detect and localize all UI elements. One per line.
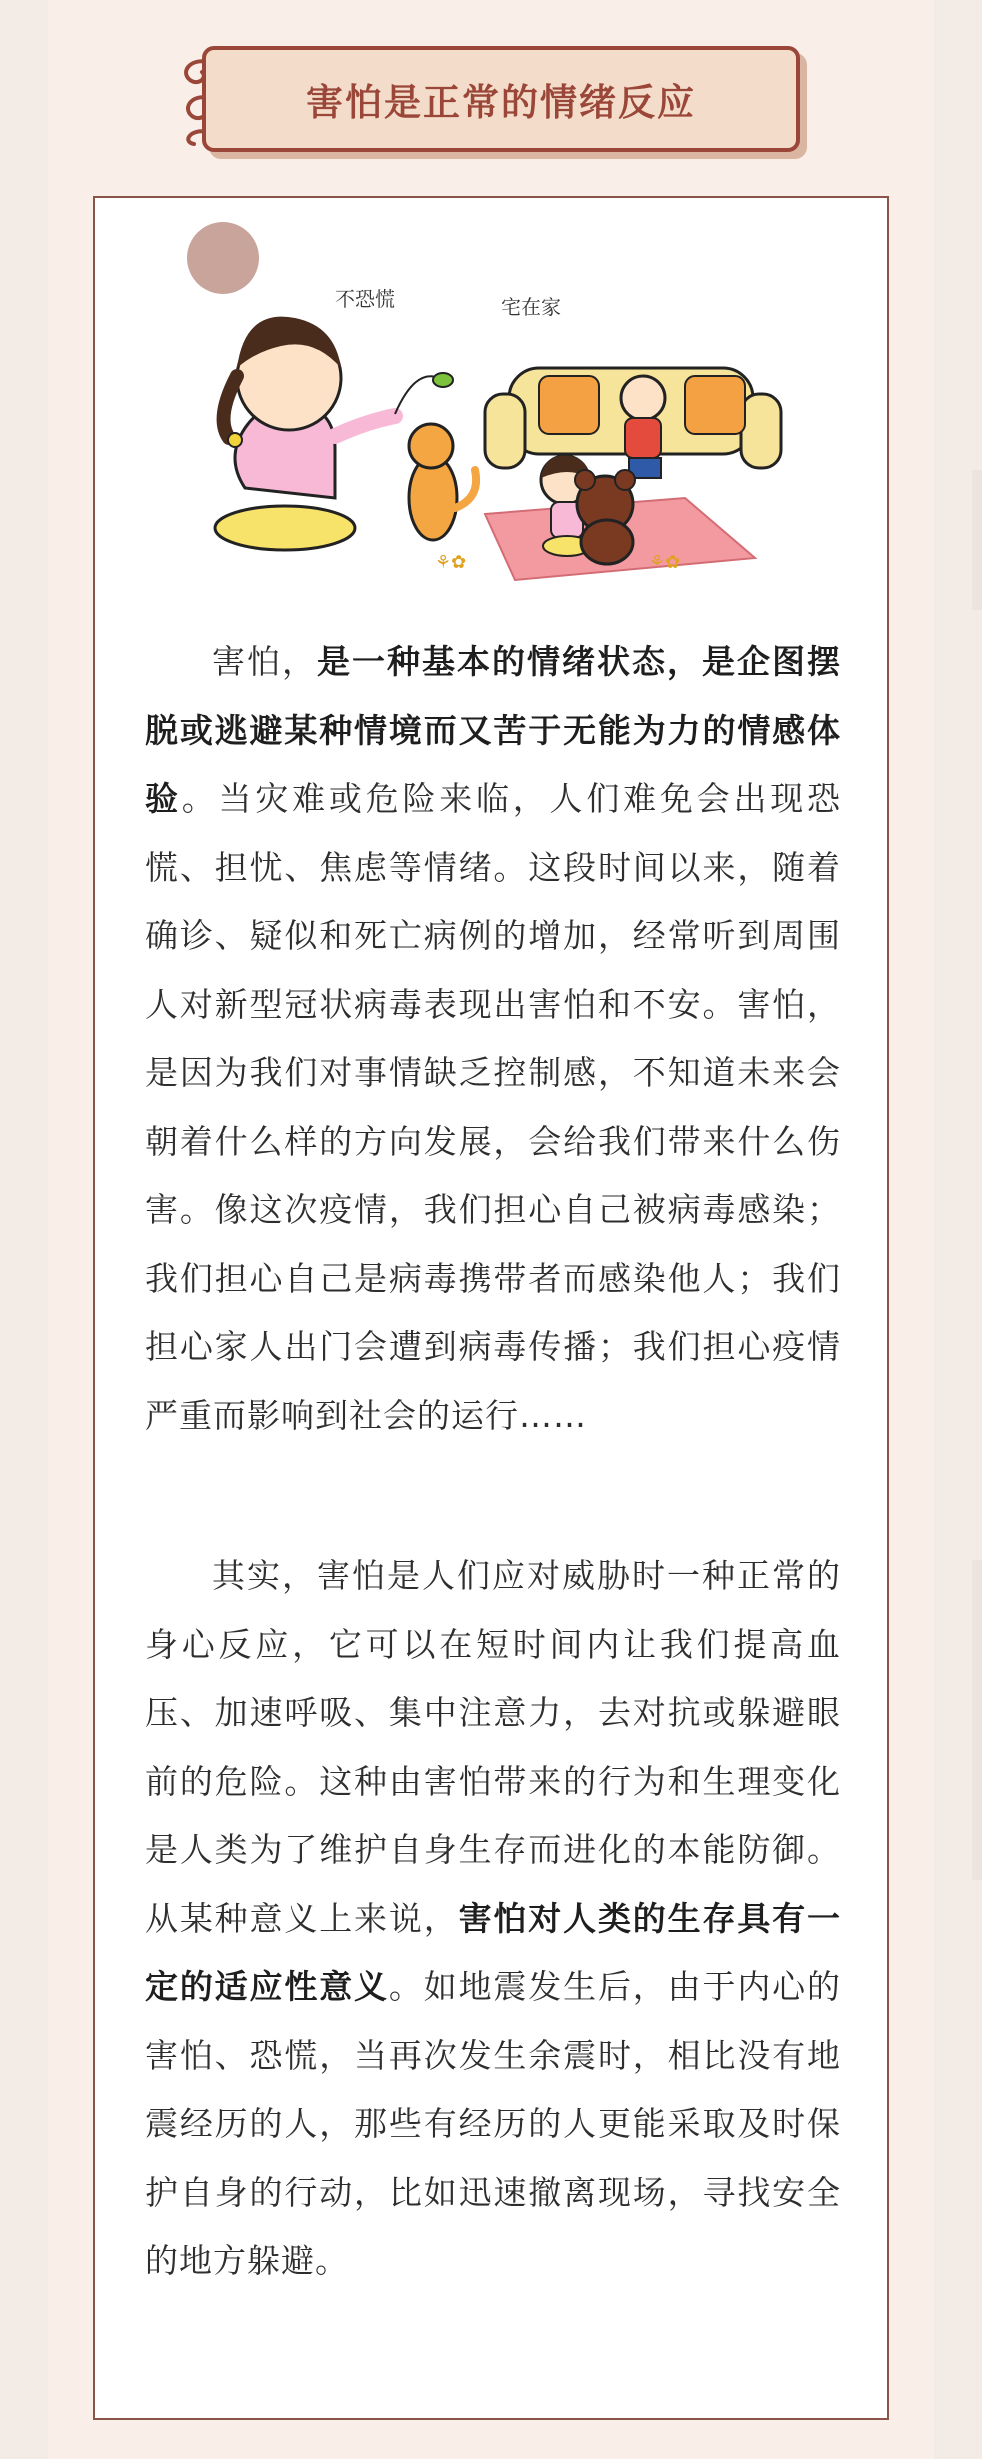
page-title: 害怕是正常的情绪反应 (306, 81, 696, 124)
decor-circle-icon (187, 222, 259, 294)
p2-sentence-1: 其实，害怕是人们应对威胁时一种正常的身心反应，它可以在短时间内让我们提高血压、加速呼吸、集中注意力，去对抗或躲避眼前的危险。这种由害怕带来的行为和生理变化是人类为了维护自身生存而进化的本能防御。从某种意义上来说， (145, 1556, 841, 1938)
svg-text:⚘✿: ⚘✿ (649, 552, 681, 573)
p1-emphasis: 是一种基本的情绪状态，是企图摆脱或逃避某种情境而又苦于无能为力的情感体验 (145, 642, 841, 818)
flower-logo-icon-right (649, 552, 680, 573)
scrollbar-track (972, 470, 982, 610)
flower-logo-icon-left (435, 552, 466, 573)
svg-text:⚘✿: ⚘✿ (435, 552, 467, 573)
p1-sentence-2: 。当灾难或危险来临，人们难免会出现恐慌、担忧、焦虑等情绪。这段时间以来，随着确诊、疑似和死亡病例的增加，经常听到周围人对新型冠状病毒表现出害怕和不安。害怕，是因为我们对事情缺乏控制感，不知道未来会朝着什么样的方向发展，会给我们带来什么伤害。像这次疫情，我们担心自己被病毒感染；我们担心自己是病毒携带者而感染他人；我们担心家人出门会遭到病毒传播；我们担心疫情严重而影响到社会的运行…… (145, 779, 842, 1435)
content-card (93, 196, 889, 2420)
girl-with-cat-icon (215, 317, 476, 550)
paragraph-2 (145, 1542, 841, 2296)
p2-emphasis: 害怕对人类的生存具有一定的适应性意义 (145, 1898, 842, 2006)
scrollbar-track-lower (972, 1560, 982, 1880)
title-banner (202, 46, 800, 152)
caption-right: 宅在家 (501, 295, 561, 319)
kids-illustration (185, 208, 805, 588)
p1-sentence-1: 害怕， (211, 642, 317, 681)
p2-sentence-2: 。如地震发生后，由于内心的害怕、恐慌，当再次发生余震时，相比没有地震经历的人，那些有经历的人更能采取及时保护自身的行动，比如迅速撤离现场，寻找安全的地方躲避。 (145, 1967, 842, 2280)
stay-home-kids-icon (485, 368, 781, 580)
paragraph-1 (145, 628, 841, 1450)
caption-left: 不恐慌 (335, 287, 395, 311)
